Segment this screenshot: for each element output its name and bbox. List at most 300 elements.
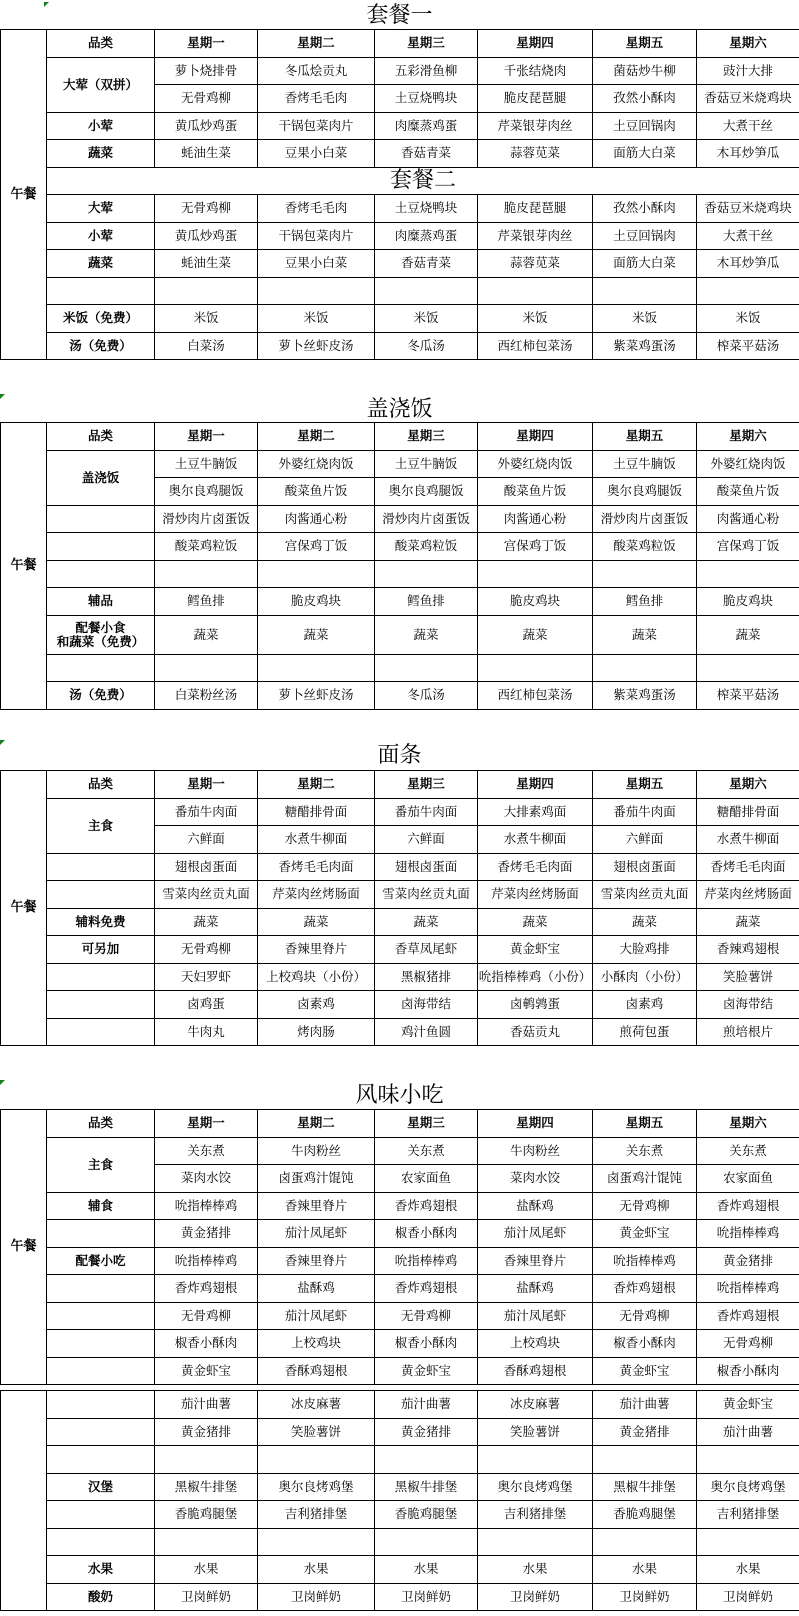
menu-cell: 香辣里脊片 — [258, 1247, 375, 1275]
menu-cell: 肉糜蒸鸡蛋 — [375, 222, 478, 250]
header-row — [1, 30, 799, 58]
menu-cell: 外婆红烧肉饭 — [478, 450, 593, 478]
category-label: 可另加 — [47, 936, 155, 964]
blank-cell — [478, 1528, 593, 1556]
menu-cell: 蔬菜 — [155, 615, 258, 654]
menu-cell: 白菜粉丝汤 — [155, 682, 258, 710]
menu-cell: 黑椒牛排堡 — [375, 1473, 478, 1501]
menu-cell: 大煮干丝 — [697, 112, 799, 140]
menu-cell: 香炸鸡翅根 — [155, 1275, 258, 1303]
header-cell: 星期一 — [155, 30, 258, 58]
menu-cell: 黄金猪排 — [593, 1418, 697, 1446]
blank-cell — [47, 533, 155, 561]
blank-cell — [47, 1220, 155, 1248]
menu-cell: 黑椒牛排堡 — [155, 1473, 258, 1501]
blank-cell — [593, 1446, 697, 1474]
category-label: 水果 — [47, 1556, 155, 1584]
menu-cell: 农家面鱼 — [697, 1165, 799, 1193]
table-row — [1, 57, 799, 85]
menu-cell: 奥尔良鸡腿饭 — [593, 478, 697, 506]
category-label — [47, 615, 155, 654]
menu-cell: 牛肉粉丝 — [478, 1137, 593, 1165]
menu-cell: 香脆鸡腿堡 — [375, 1501, 478, 1529]
table-row — [1, 588, 799, 616]
header-cell: 星期二 — [258, 771, 375, 799]
menu-cell: 吮指棒棒鸡 — [593, 1247, 697, 1275]
menu-cell: 吉利猪排堡 — [697, 1501, 799, 1529]
menu-cell: 滑炒肉片卤蛋饭 — [375, 505, 478, 533]
meal-label: 午餐 — [1, 423, 47, 710]
blank-cell — [47, 991, 155, 1019]
menu-cell: 香酥鸡翅根 — [258, 1357, 375, 1385]
menu-cell: 冬瓜汤 — [375, 682, 478, 710]
menu-cell: 六鲜面 — [375, 826, 478, 854]
menu-cell: 肉酱通心粉 — [478, 505, 593, 533]
category-label: 辅料免费 — [47, 908, 155, 936]
menu-cell: 黄金虾宝 — [375, 1357, 478, 1385]
menu-cell: 茄汁曲薯 — [155, 1391, 258, 1419]
table-row — [1, 533, 799, 561]
blank-cell — [47, 881, 155, 909]
menu-cell: 奥尔良烤鸡堡 — [478, 1473, 593, 1501]
menu-cell: 土豆烧鸭块 — [375, 85, 478, 113]
blank-cell — [258, 1528, 375, 1556]
menu-cell: 盐酥鸡 — [478, 1192, 593, 1220]
menu-cell: 上校鸡块 — [258, 1330, 375, 1358]
category-label: 米饭（免费） — [47, 305, 155, 333]
menu-cell: 面筋大白菜 — [593, 250, 697, 278]
menu-cell: 蔬菜 — [258, 615, 375, 654]
menu-cell: 卫岗鲜奶 — [375, 1583, 478, 1611]
header-cell: 星期一 — [155, 771, 258, 799]
menu-cell: 五彩滑鱼柳 — [375, 57, 478, 85]
menu-cell: 奥尔良烤鸡堡 — [258, 1473, 375, 1501]
menu-cell: 椒香小酥肉 — [375, 1330, 478, 1358]
menu-cell: 鳕鱼排 — [593, 588, 697, 616]
xiaochi-table — [0, 1109, 799, 1385]
header-cell: 星期六 — [697, 30, 799, 58]
menu-cell: 蔬菜 — [697, 615, 799, 654]
section-title-mian: 面条 — [377, 743, 422, 768]
category-label: 小荤 — [47, 222, 155, 250]
blank-cell — [697, 654, 799, 682]
menu-cell: 无骨鸡柳 — [593, 1192, 697, 1220]
menu-cell: 糖醋排骨面 — [697, 798, 799, 826]
menu-cell: 米饭 — [155, 305, 258, 333]
blank-cell — [47, 1018, 155, 1046]
menu-cell: 土豆回锅肉 — [593, 222, 697, 250]
menu-cell: 土豆烧鸭块 — [375, 195, 478, 223]
menu-cell: 香烤毛毛肉面 — [258, 853, 375, 881]
blank-cell — [593, 1528, 697, 1556]
menu-cell: 上校鸡块（小份） — [258, 963, 375, 991]
meal-label: 午餐 — [1, 1110, 47, 1385]
menu-cell: 吮指棒棒鸡 — [697, 1275, 799, 1303]
menu-cell: 卫岗鲜奶 — [258, 1583, 375, 1611]
header-cell: 星期四 — [478, 771, 593, 799]
menu-cell: 香炸鸡翅根 — [593, 1275, 697, 1303]
menu-cell: 卫岗鲜奶 — [155, 1583, 258, 1611]
header-cell: 星期六 — [697, 423, 799, 451]
category-label: 主食 — [47, 1137, 155, 1192]
menu-cell: 豉汁大排 — [697, 57, 799, 85]
menu-cell: 芹菜银芽肉丝 — [478, 222, 593, 250]
blank-cell — [593, 654, 697, 682]
header-cell: 星期一 — [155, 1110, 258, 1138]
menu-cell: 笑脸薯饼 — [258, 1418, 375, 1446]
menu-cell: 奥尔良鸡腿饭 — [375, 478, 478, 506]
category-label: 大荤（双拼） — [47, 57, 155, 112]
menu-cell: 面筋大白菜 — [593, 140, 697, 168]
menu-cell: 香脆鸡腿堡 — [593, 1501, 697, 1529]
menu-cell: 紫菜鸡蛋汤 — [593, 682, 697, 710]
header-cell: 星期五 — [593, 30, 697, 58]
menu-cell: 黄瓜炒鸡蛋 — [155, 222, 258, 250]
table-row — [1, 853, 799, 881]
menu-cell: 香辣里脊片 — [258, 936, 375, 964]
menu-cell: 冬瓜汤 — [375, 332, 478, 360]
menu-cell: 烤肉肠 — [258, 1018, 375, 1046]
menu-cell: 外婆红烧肉饭 — [258, 450, 375, 478]
header-cell: 星期三 — [375, 423, 478, 451]
header-cell: 星期六 — [697, 771, 799, 799]
header-cell: 品类 — [47, 30, 155, 58]
menu-cell: 六鲜面 — [593, 826, 697, 854]
menu-cell: 水果 — [478, 1556, 593, 1584]
menu-cell: 菜肉水饺 — [478, 1165, 593, 1193]
header-cell: 品类 — [47, 423, 155, 451]
blank-cell — [47, 1302, 155, 1330]
menu-cell: 雪菜肉丝贡丸面 — [375, 881, 478, 909]
menu-cell: 蔬菜 — [593, 908, 697, 936]
menu-cell: 卤素鸡 — [593, 991, 697, 1019]
category-label: 盖浇饭 — [47, 450, 155, 505]
menu-cell: 卤鹌鹑蛋 — [478, 991, 593, 1019]
menu-cell: 酸菜鱼片饭 — [697, 478, 799, 506]
header-cell: 星期五 — [593, 1110, 697, 1138]
menu-cell: 孜然小酥肉 — [593, 195, 697, 223]
menu-cell: 蔬菜 — [258, 908, 375, 936]
menu-cell: 上校鸡块 — [478, 1330, 593, 1358]
menu-cell: 黑椒牛排堡 — [593, 1473, 697, 1501]
menu-cell: 卤鸡蛋 — [155, 991, 258, 1019]
subtitle-row — [1, 167, 799, 195]
menu-cell: 大煮干丝 — [697, 222, 799, 250]
blank-cell — [155, 1446, 258, 1474]
menu-cell: 香烤毛毛肉 — [258, 85, 375, 113]
menu-cell: 芹菜肉丝烤肠面 — [478, 881, 593, 909]
table-row — [1, 140, 799, 168]
gaijiao-table — [0, 422, 799, 710]
menu-cell: 萝卜丝虾皮汤 — [258, 682, 375, 710]
meal-label: 午餐 — [1, 30, 47, 360]
table-row — [1, 1501, 799, 1529]
blank-cell — [155, 277, 258, 305]
menu-cell: 吮指棒棒鸡 — [697, 1220, 799, 1248]
header-cell: 星期二 — [258, 30, 375, 58]
menu-cell: 香菇豆米烧鸡块 — [697, 85, 799, 113]
header-cell: 星期四 — [478, 1110, 593, 1138]
table-row — [1, 963, 799, 991]
taocan-table — [0, 29, 799, 360]
blank-cell — [47, 1391, 155, 1419]
menu-cell: 酸菜鱼片饭 — [478, 478, 593, 506]
menu-cell: 菌菇炒牛柳 — [593, 57, 697, 85]
menu-cell: 吉利猪排堡 — [478, 1501, 593, 1529]
menu-cell: 牛肉丸 — [155, 1018, 258, 1046]
blank-cell — [47, 1330, 155, 1358]
menu-cell: 木耳炒笋瓜 — [697, 250, 799, 278]
menu-cell: 奥尔良烤鸡堡 — [697, 1473, 799, 1501]
blank-cell — [697, 560, 799, 588]
menu-cell: 干锅包菜肉片 — [258, 112, 375, 140]
menu-cell: 黄金猪排 — [155, 1220, 258, 1248]
menu-cell: 芹菜肉丝烤肠面 — [697, 881, 799, 909]
menu-cell: 冰皮麻薯 — [258, 1391, 375, 1419]
menu-cell: 黄金猪排 — [155, 1418, 258, 1446]
menu-cell: 土豆牛腩饭 — [155, 450, 258, 478]
menu-cell: 香炸鸡翅根 — [697, 1192, 799, 1220]
menu-cell: 香菇豆米烧鸡块 — [697, 195, 799, 223]
menu-cell: 香炸鸡翅根 — [697, 1302, 799, 1330]
menu-cell: 番茄牛肉面 — [593, 798, 697, 826]
menu-cell: 宫保鸡丁饭 — [478, 533, 593, 561]
blank-cell — [478, 654, 593, 682]
menu-cell: 萝卜丝虾皮汤 — [258, 332, 375, 360]
menu-cell: 无骨鸡柳 — [155, 195, 258, 223]
blank-cell — [47, 654, 155, 682]
menu-cell: 榨菜平菇汤 — [697, 682, 799, 710]
menu-cell: 紫菜鸡蛋汤 — [593, 332, 697, 360]
table-row — [1, 1473, 799, 1501]
header-cell: 品类 — [47, 771, 155, 799]
category-label: 辅品 — [47, 588, 155, 616]
menu-cell: 香炸鸡翅根 — [375, 1275, 478, 1303]
menu-cell: 西红柿包菜汤 — [478, 682, 593, 710]
header-cell: 星期六 — [697, 1110, 799, 1138]
category-label: 蔬菜 — [47, 140, 155, 168]
blank-cell — [155, 1528, 258, 1556]
blank-cell — [155, 654, 258, 682]
menu-cell: 椒香小酥肉 — [155, 1330, 258, 1358]
menu-cell: 豆果小白菜 — [258, 140, 375, 168]
table-row — [1, 222, 799, 250]
menu-cell: 盐酥鸡 — [258, 1275, 375, 1303]
menu-cell: 无骨鸡柳 — [375, 1302, 478, 1330]
menu-cell: 木耳炒笋瓜 — [697, 140, 799, 168]
menu-cell: 牛肉粉丝 — [258, 1137, 375, 1165]
menu-cell: 鳕鱼排 — [375, 588, 478, 616]
menu-cell: 卫岗鲜奶 — [593, 1583, 697, 1611]
category-label: 汤（免费） — [47, 332, 155, 360]
menu-cell: 榨菜平菇汤 — [697, 332, 799, 360]
menu-cell: 香辣里脊片 — [258, 1192, 375, 1220]
blank-cell — [375, 277, 478, 305]
table-row — [1, 250, 799, 278]
table-row — [1, 505, 799, 533]
menu-cell: 水煮牛柳面 — [258, 826, 375, 854]
blank-cell — [593, 560, 697, 588]
blank-cell — [478, 277, 593, 305]
blank-cell — [478, 1446, 593, 1474]
menu-cell: 芹菜肉丝烤肠面 — [258, 881, 375, 909]
menu-cell: 茄汁凤尾虾 — [258, 1302, 375, 1330]
menu-cell: 椒香小酥肉 — [375, 1220, 478, 1248]
menu-cell: 脆皮鸡块 — [258, 588, 375, 616]
category-label: 主食 — [47, 798, 155, 853]
table-row — [1, 332, 799, 360]
menu-cell: 黄金虾宝 — [478, 936, 593, 964]
menu-cell: 糖醋排骨面 — [258, 798, 375, 826]
blank-cell — [258, 1446, 375, 1474]
menu-cell: 水果 — [697, 1556, 799, 1584]
table-row — [1, 305, 799, 333]
menu-cell: 土豆牛腩饭 — [375, 450, 478, 478]
menu-cell: 黄金虾宝 — [593, 1220, 697, 1248]
menu-cell: 卤蛋鸡汁馄饨 — [593, 1165, 697, 1193]
menu-cell: 肉糜蒸鸡蛋 — [375, 112, 478, 140]
blank-cell — [478, 560, 593, 588]
blank-cell — [258, 654, 375, 682]
menu-cell: 蔬菜 — [375, 908, 478, 936]
menu-cell: 滑炒肉片卤蛋饭 — [155, 505, 258, 533]
menu-cell: 无骨鸡柳 — [593, 1302, 697, 1330]
menu-cell: 黄金虾宝 — [155, 1357, 258, 1385]
table-row — [1, 1220, 799, 1248]
table-row — [1, 1357, 799, 1385]
menu-cell: 宫保鸡丁饭 — [258, 533, 375, 561]
menu-cell: 香炸鸡翅根 — [375, 1192, 478, 1220]
menu-cell: 吮指棒棒鸡（小份） — [478, 963, 593, 991]
menu-cell: 米饭 — [697, 305, 799, 333]
menu-cell: 黑椒猪排 — [375, 963, 478, 991]
menu-cell: 卤素鸡 — [258, 991, 375, 1019]
menu-cell: 番茄牛肉面 — [375, 798, 478, 826]
table-row — [1, 1247, 799, 1275]
table-row — [1, 1137, 799, 1165]
blank-cell — [47, 560, 155, 588]
blank-row — [1, 654, 799, 682]
menu-cell: 雪菜肉丝贡丸面 — [155, 881, 258, 909]
blank-cell — [47, 1357, 155, 1385]
menu-cell: 脆皮琵琶腿 — [478, 195, 593, 223]
menu-cell: 西红柿包菜汤 — [478, 332, 593, 360]
meal-label: 午餐 — [1, 771, 47, 1046]
blank-row — [1, 560, 799, 588]
blank-row — [1, 277, 799, 305]
menu-cell: 无骨鸡柳 — [155, 1302, 258, 1330]
table-row — [1, 1556, 799, 1584]
menu-cell: 茄汁凤尾虾 — [478, 1220, 593, 1248]
blank-cell — [697, 1446, 799, 1474]
blank-cell — [47, 1446, 155, 1474]
header-cell: 星期三 — [375, 771, 478, 799]
menu-cell: 雪菜肉丝贡丸面 — [593, 881, 697, 909]
blank-cell — [47, 1275, 155, 1303]
blank-cell — [375, 1528, 478, 1556]
menu-cell: 黄瓜炒鸡蛋 — [155, 112, 258, 140]
table-row — [1, 881, 799, 909]
table-row — [1, 1583, 799, 1611]
table-row — [1, 908, 799, 936]
header-cell: 星期五 — [593, 771, 697, 799]
menu-cell: 黄金虾宝 — [697, 1391, 799, 1419]
table-row — [1, 936, 799, 964]
menu-cell: 黄金猪排 — [375, 1418, 478, 1446]
menu-cell: 水煮牛柳面 — [478, 826, 593, 854]
menu-cell: 滑炒肉片卤蛋饭 — [593, 505, 697, 533]
blank-cell — [1, 1391, 47, 1611]
menu-cell: 笑脸薯饼 — [697, 963, 799, 991]
section-title-taocan: 套餐一 — [366, 3, 433, 28]
table-row — [1, 1330, 799, 1358]
table-row — [1, 1192, 799, 1220]
category-label-line1: 配餐小食 — [75, 619, 126, 635]
menu-cell: 香菇青菜 — [375, 140, 478, 168]
table-row — [1, 682, 799, 710]
menu-cell: 萝卜烧排骨 — [155, 57, 258, 85]
menu-cell: 千张结烧肉 — [478, 57, 593, 85]
blank-cell — [375, 1446, 478, 1474]
menu-cell: 香酥鸡翅根 — [478, 1357, 593, 1385]
menu-cell: 香菇青菜 — [375, 250, 478, 278]
header-cell: 星期五 — [593, 423, 697, 451]
menu-cell: 煎荷包蛋 — [593, 1018, 697, 1046]
menu-cell: 宫保鸡丁饭 — [697, 533, 799, 561]
menu-cell: 盐酥鸡 — [478, 1275, 593, 1303]
menu-cell: 茄汁曲薯 — [375, 1391, 478, 1419]
menu-cell: 吮指棒棒鸡 — [375, 1247, 478, 1275]
menu-cell: 奥尔良鸡腿饭 — [155, 478, 258, 506]
blank-cell — [47, 853, 155, 881]
category-label-line2: 和蔬菜（免费） — [56, 633, 145, 649]
menu-cell: 蔬菜 — [155, 908, 258, 936]
menu-cell: 水果 — [155, 1556, 258, 1584]
menu-cell: 香脆鸡腿堡 — [155, 1501, 258, 1529]
menu-cell: 无骨鸡柳 — [155, 936, 258, 964]
menu-cell: 米饭 — [258, 305, 375, 333]
menu-cell: 蒜蓉苋菜 — [478, 140, 593, 168]
category-label: 配餐小吃 — [47, 1247, 155, 1275]
menu-cell: 脆皮琵琶腿 — [478, 85, 593, 113]
blank-cell — [155, 560, 258, 588]
menu-cell: 蔬菜 — [375, 615, 478, 654]
menu-cell: 香辣鸡翅根 — [697, 936, 799, 964]
menu-cell: 笑脸薯饼 — [478, 1418, 593, 1446]
menu-cell: 茄汁凤尾虾 — [258, 1220, 375, 1248]
menu-cell: 干锅包菜肉片 — [258, 222, 375, 250]
menu-cell: 无骨鸡柳 — [697, 1330, 799, 1358]
menu-cell: 茄汁凤尾虾 — [478, 1302, 593, 1330]
table-row — [1, 1275, 799, 1303]
blank-cell — [593, 277, 697, 305]
blank-cell — [47, 963, 155, 991]
category-label: 汉堡 — [47, 1473, 155, 1501]
menu-cell: 水煮牛柳面 — [697, 826, 799, 854]
menu-cell: 卤海带结 — [697, 991, 799, 1019]
header-cell: 星期四 — [478, 30, 593, 58]
menu-cell: 吮指棒棒鸡 — [155, 1247, 258, 1275]
blank-cell — [258, 277, 375, 305]
menu-cell: 天妇罗虾 — [155, 963, 258, 991]
mian-table — [0, 770, 799, 1046]
table-row — [1, 615, 799, 654]
menu-cell: 翅根卤蛋面 — [593, 853, 697, 881]
menu-cell: 肉酱通心粉 — [697, 505, 799, 533]
menu-cell: 茄汁曲薯 — [593, 1391, 697, 1419]
menu-cell: 卫岗鲜奶 — [478, 1583, 593, 1611]
menu-cell: 水果 — [375, 1556, 478, 1584]
